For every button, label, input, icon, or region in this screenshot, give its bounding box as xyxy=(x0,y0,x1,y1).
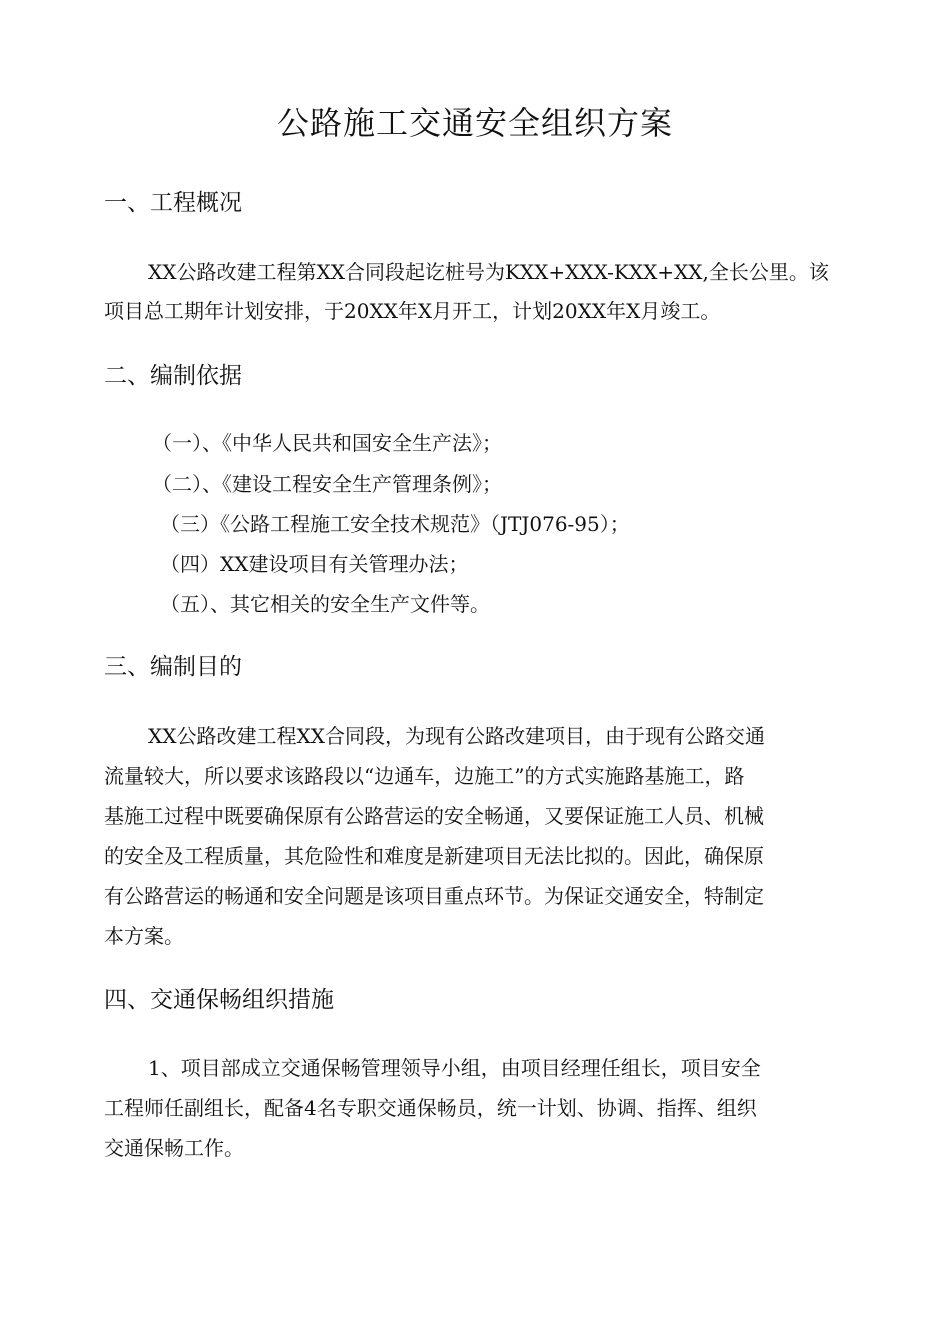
list-item: （一）、《中华人民共和国安全生产法》； xyxy=(152,431,502,455)
list-item: （四）XX建设项目有关管理办法； xyxy=(160,552,469,576)
list-item: （三）《公路工程施工安全技术规范》（JTJ076-95）； xyxy=(160,512,630,536)
paragraph-line: 基施工过程中既要确保原有公路营运的安全畅通，又要保证施工人员、机械 xyxy=(104,804,764,828)
paragraph-line: 流量较大，所以要求该路段以“边通车，边施工”的方式实施路基施工，路 xyxy=(104,764,745,788)
section-heading-measures: 四、交通保畅组织措施 xyxy=(104,987,334,1013)
paragraph-line: 1、项目部成立交通保畅管理领导小组，由项目经理任组长，项目安全 xyxy=(148,1056,761,1080)
paragraph-line: XX公路改建工程XX合同段，为现有公路改建项目，由于现有公路交通 xyxy=(148,724,765,748)
document-title: 公路施工交通安全组织方案 xyxy=(276,104,673,142)
paragraph-line: 本方案。 xyxy=(104,924,184,948)
list-item: （五）、其它相关的安全生产文件等。 xyxy=(160,592,490,616)
paragraph-line: 的安全及工程质量，其危险性和难度是新建项目无法比拟的。因此，确保原 xyxy=(104,844,764,868)
paragraph-line: 交通保畅工作。 xyxy=(104,1136,244,1160)
paragraph-line: 工程师任副组长，配备4名专职交通保畅员，统一计划、协调、指挥、组织 xyxy=(104,1096,757,1120)
section-heading-overview: 一、工程概况 xyxy=(104,190,242,216)
list-item: （二）、《建设工程安全生产管理条例》； xyxy=(152,472,502,496)
paragraph-line: XX公路改建工程第XX合同段起讫桩号为KXX+XXX-KXX+XX,全长公里。该 xyxy=(148,260,829,284)
paragraph-line: 有公路营运的畅通和安全问题是该项目重点环节。为保证交通安全，特制定 xyxy=(104,884,764,908)
section-heading-purpose: 三、编制目的 xyxy=(104,654,242,680)
paragraph-line: 项目总工期年计划安排，于20XX年X月开工，计划20XX年X月竣工。 xyxy=(104,299,721,323)
section-heading-basis: 二、编制依据 xyxy=(104,363,242,389)
